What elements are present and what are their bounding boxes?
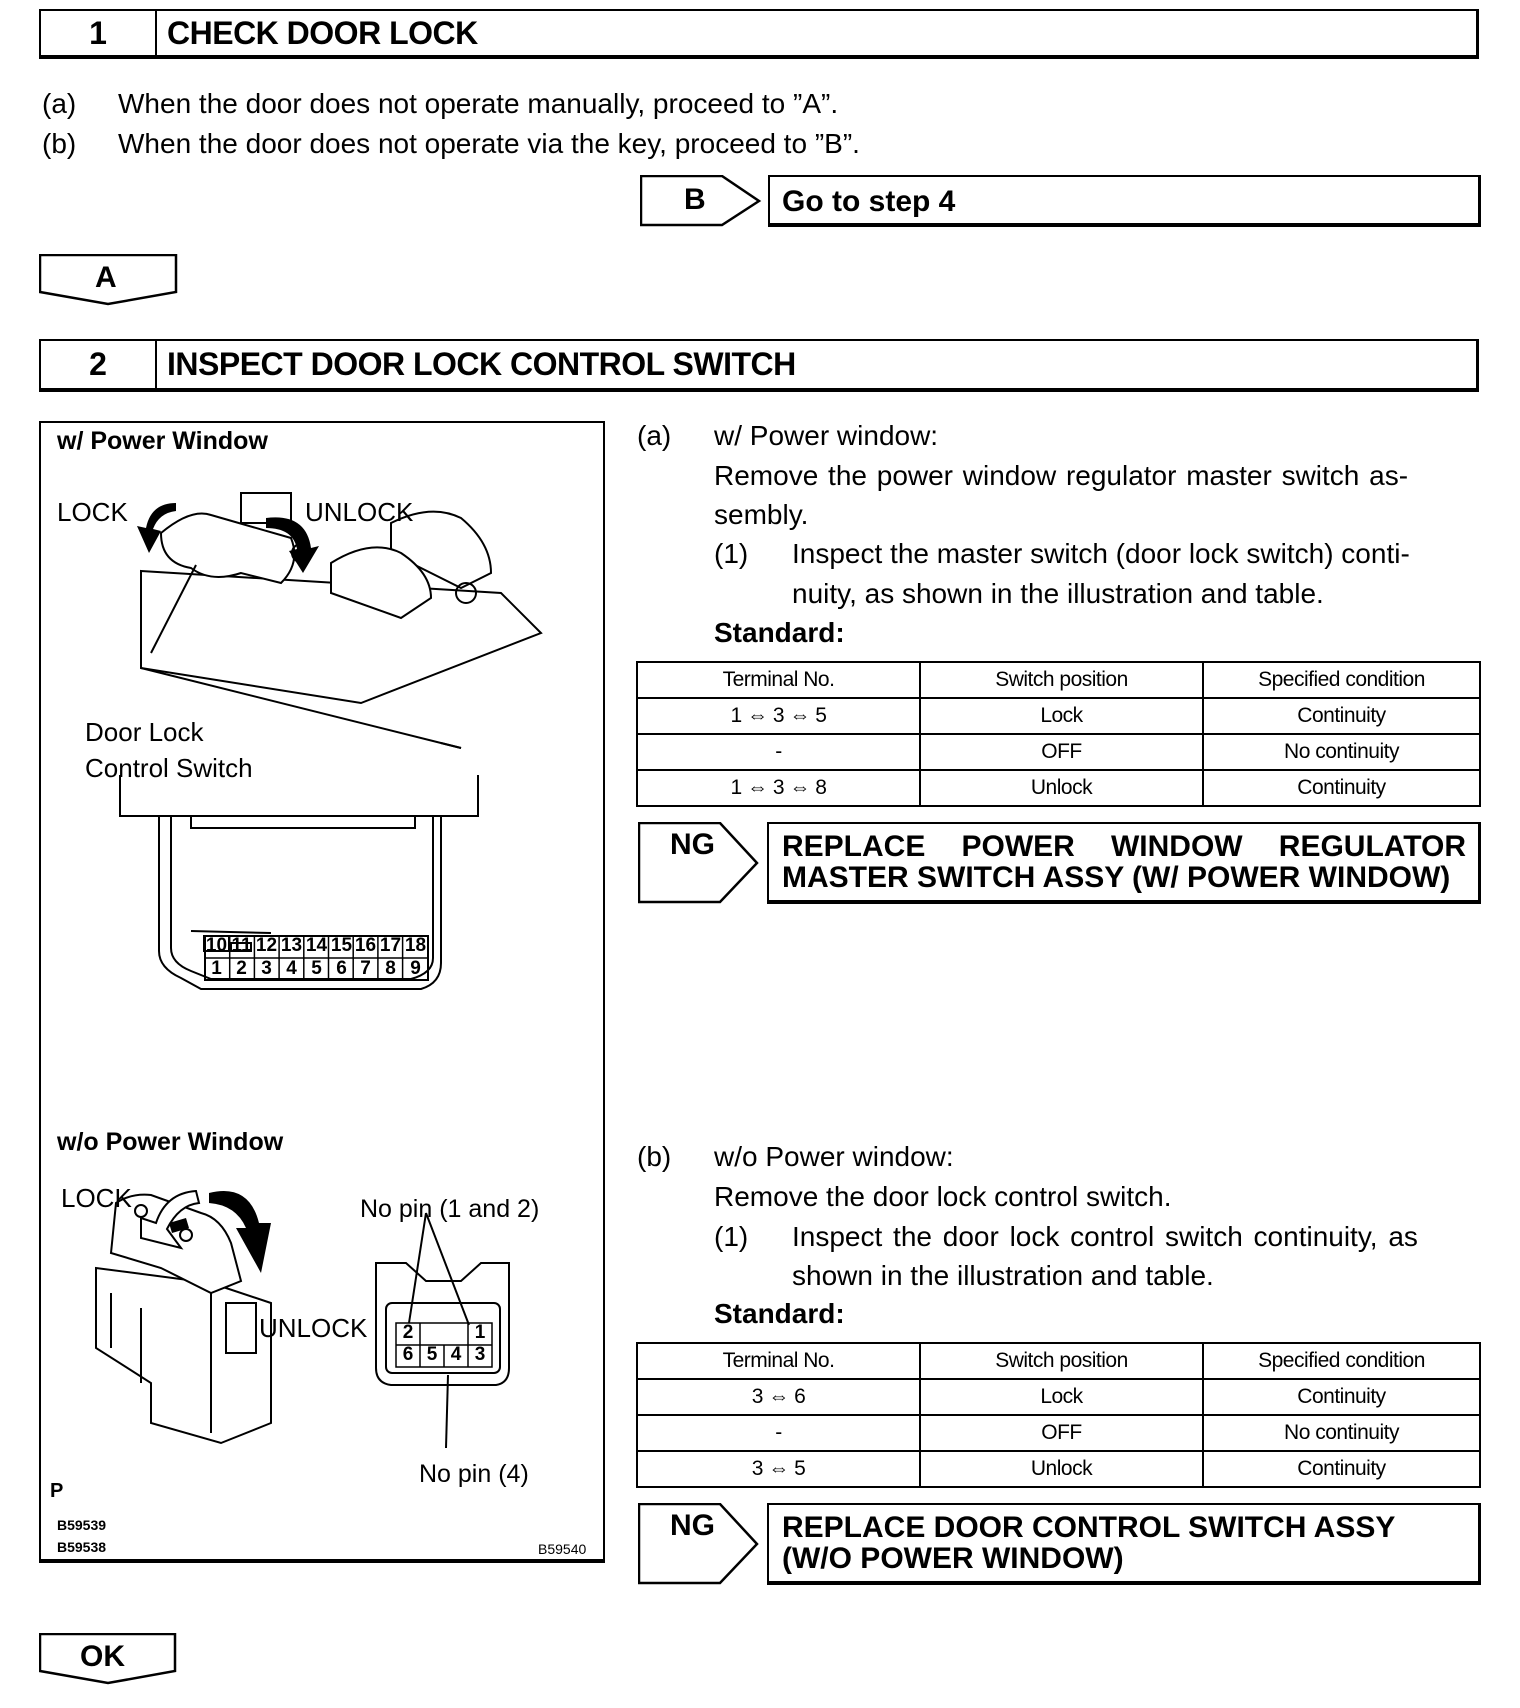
table-cell: No continuity [1203,1415,1480,1451]
pin-number: 5 [311,958,322,979]
illustration-panel [39,421,605,1563]
table-cell: Unlock [920,1451,1203,1487]
lock-label: LOCK [61,1183,132,1213]
table-cell: Lock [920,698,1203,734]
pin-number: 6 [402,1344,414,1365]
part-b-line: w/o Power window: [714,1141,954,1172]
unlock-label: UNLOCK [305,497,414,527]
figure-code: B59540 [538,1541,587,1557]
table-header: Switch position [920,1343,1203,1379]
go-to-step-box[interactable] [768,175,1481,227]
table-cell: 1 ⇔ 3 ⇔ 8 [637,770,920,806]
ng-tag-b[interactable] [638,1503,760,1585]
table-header: Specified condition [1203,1343,1480,1379]
ok-label: OK [80,1640,125,1673]
pin-number: 6 [336,958,347,979]
part-a-line: Remove the power window regulator master switch as- [714,460,1409,491]
lock-label: LOCK [57,497,128,527]
table-header: Terminal No. [637,1343,920,1379]
part-b-label: (b) [637,1141,672,1172]
part-a-sub-label: (1) [714,538,749,569]
ok-tag[interactable] [39,1633,179,1685]
ng-action-line: REPLACE POWER WINDOW REGULATOR [782,830,1466,863]
standard-label: Standard: [714,617,845,648]
pin-number: 14 [305,935,328,956]
table-cell: OFF [920,734,1203,770]
pin-number: 3 [474,1344,486,1365]
spec-table-a [636,661,1481,807]
ng-action-line: REPLACE DOOR CONTROL SWITCH ASSY [782,1511,1396,1544]
figure-code: B59538 [57,1539,107,1555]
figure-code: B59539 [57,1517,107,1533]
ng-label: NG [670,828,715,861]
item-text: When the door does not operate manually, proceed to ”A”. [118,88,839,119]
table-cell: No continuity [1203,734,1480,770]
callout-control-switch: Control Switch [85,753,253,783]
pin-number: 12 [255,935,278,956]
table-cell: Unlock [920,770,1203,806]
pin-number: 16 [354,935,377,956]
item-text: When the door does not operate via the key, proceed to ”B”. [118,128,860,159]
branch-a-tag[interactable] [39,254,179,306]
pin-number: 18 [404,935,427,956]
pin-number: 2 [402,1322,414,1343]
pin-number: 5 [426,1344,438,1365]
table-cell: - [637,1415,920,1451]
pin-number: 15 [330,935,353,956]
table-cell: Continuity [1203,770,1480,806]
pin-number: 2 [236,958,247,979]
table-header: Terminal No. [637,662,920,698]
table-cell: Lock [920,1379,1203,1415]
figure-mark: P [50,1480,64,1502]
spec-table-b [636,1342,1481,1488]
part-b-line: Remove the door lock control switch. [714,1181,1172,1212]
step-2-header [39,339,1479,392]
ng-label: NG [670,1509,715,1542]
part-a-line: sembly. [714,499,809,530]
table-cell: Continuity [1203,1379,1480,1415]
branch-a-label: A [95,261,117,294]
table-cell: 3 ⇔ 6 [637,1379,920,1415]
step-1-header [39,9,1479,59]
door-lock-switch-drawing [41,423,603,1561]
pin-number: 4 [286,958,297,979]
table-row [637,734,1480,770]
item-label: (a) [42,88,77,119]
table-cell: Continuity [1203,1451,1480,1487]
go-to-step-text: Go to step 4 [782,185,956,218]
ng-action-line: MASTER SWITCH ASSY (W/ POWER WINDOW) [782,861,1451,894]
pin-number: 13 [280,935,303,956]
pin-number: 3 [261,958,272,979]
pin-number: 4 [450,1344,462,1365]
table-cell: Continuity [1203,698,1480,734]
pin-number: 11 [231,935,252,956]
ng-action-box-b[interactable] [767,1503,1481,1585]
no-pin-1-2-label: No pin (1 and 2) [360,1195,540,1223]
step-number: 1 [41,11,157,55]
with-power-window-title: w/ Power Window [57,427,268,455]
table-cell: - [637,734,920,770]
table-cell: 3 ⇔ 5 [637,1451,920,1487]
table-row [637,1451,1480,1487]
part-b-sub-label: (1) [714,1221,749,1252]
part-a-label: (a) [637,420,672,451]
pin-number: 1 [474,1322,486,1343]
table-row [637,770,1480,806]
pin-number: 17 [379,935,402,956]
standard-label: Standard: [714,1298,845,1329]
ng-tag-a[interactable] [638,822,760,904]
table-header: Switch position [920,662,1203,698]
pin-number: 9 [410,958,421,979]
table-row [637,1415,1480,1451]
step-number: 2 [41,341,157,388]
pin-number: 8 [385,958,396,979]
pin-number: 1 [211,958,222,979]
part-a-sub-line: Inspect the master switch (door lock switch) conti- [792,538,1410,569]
pin-number: 10 [205,935,228,956]
callout-door-lock: Door Lock [85,717,204,747]
unlock-label: UNLOCK [259,1313,368,1343]
pin-number: 7 [360,958,371,979]
table-cell: 1 ⇔ 3 ⇔ 5 [637,698,920,734]
table-header: Specified condition [1203,662,1480,698]
item-label: (b) [42,128,77,159]
table-header-row [637,1343,1480,1379]
part-a-sub-line: nuity, as shown in the illustration and table. [792,578,1324,609]
table-cell: OFF [920,1415,1203,1451]
branch-b-tag[interactable] [640,175,762,227]
step-title: INSPECT DOOR LOCK CONTROL SWITCH [167,346,796,382]
table-row [637,698,1480,734]
no-pin-4-label: No pin (4) [419,1460,529,1488]
step-title: CHECK DOOR LOCK [167,14,478,51]
table-row [637,1379,1480,1415]
ng-action-box-a[interactable] [767,822,1481,904]
without-power-window-title: w/o Power Window [57,1128,284,1156]
part-a-line: w/ Power window: [714,420,939,451]
table-header-row [637,662,1480,698]
part-b-sub-line: shown in the illustration and table. [792,1260,1214,1291]
ng-action-line: (W/O POWER WINDOW) [782,1542,1124,1575]
part-b-sub-line: Inspect the door lock control switch continuity, as [792,1221,1418,1252]
branch-b-label: B [684,183,706,216]
